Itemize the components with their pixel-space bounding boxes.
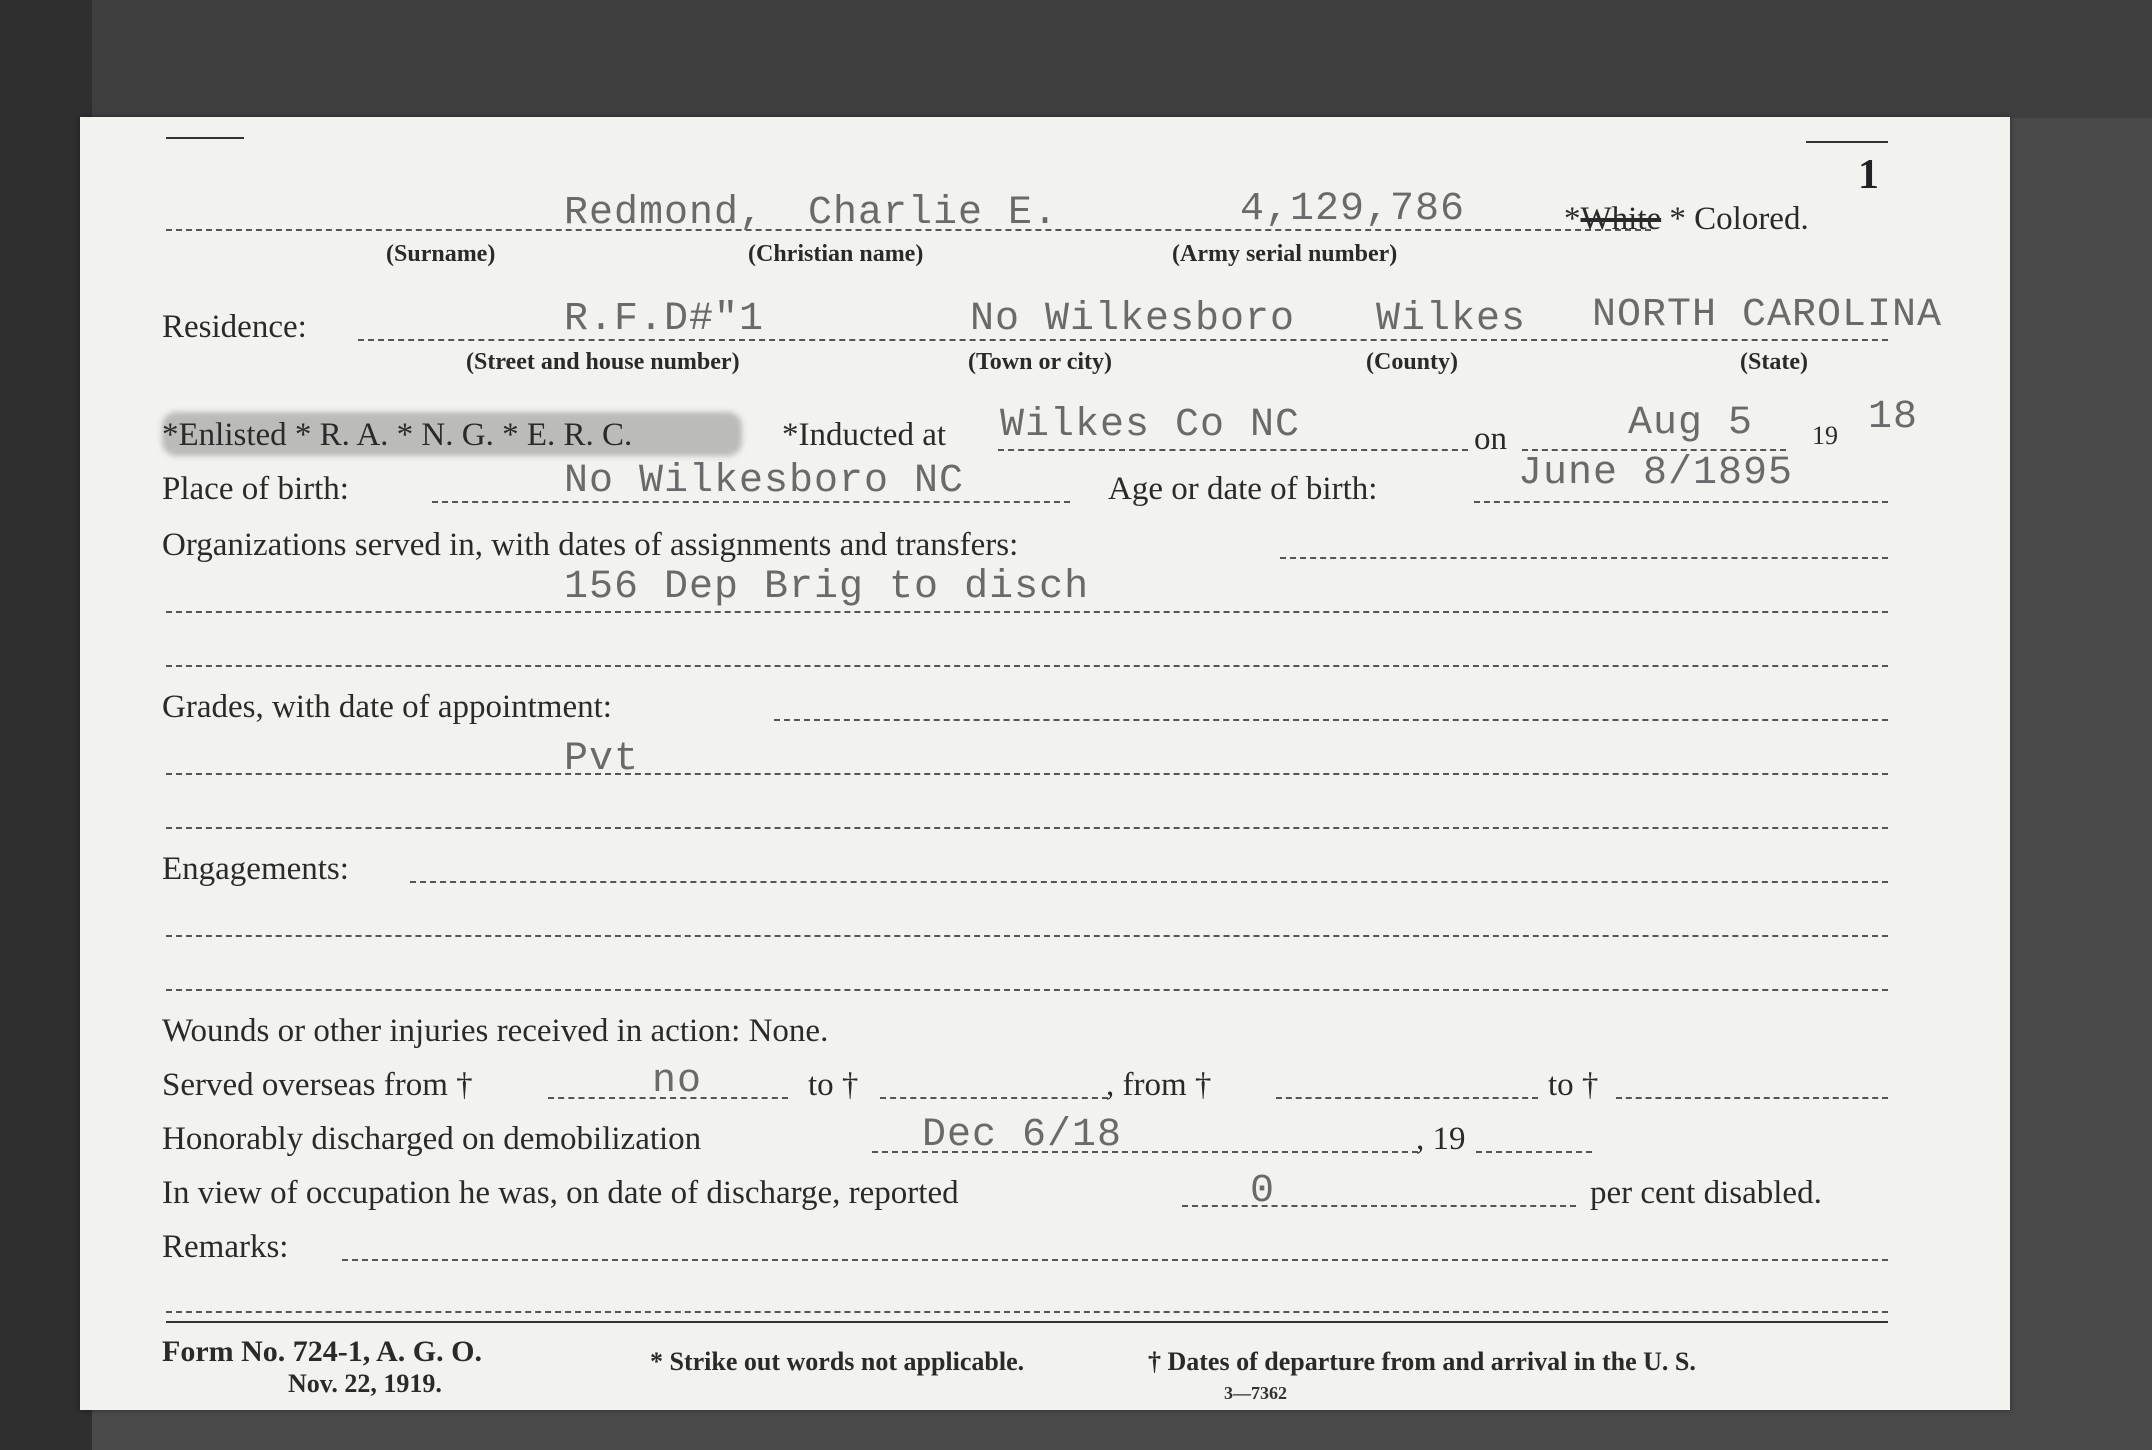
served-overseas-label: Served overseas from † [162,1067,473,1103]
christian-name-caption: (Christian name) [748,241,924,267]
residence-state-value: NORTH CAROLINA [1592,293,1943,338]
organizations-label: Organizations served in, with dates of assignments and transfers: [162,527,1019,563]
race-colored: * Colored. [1669,201,1809,237]
overseas-from2-label: , from † [1106,1067,1212,1103]
year-prefix: 19 [1812,421,1838,450]
engagements-label: Engagements: [162,851,349,887]
residence-county-value: Wilkes [1376,297,1527,342]
corner-mark-left [166,137,244,139]
remarks-label: Remarks: [162,1229,289,1265]
induction-date-value: Aug 5 [1628,401,1754,446]
wounds-label-text: Wounds or other injuries received in action: [162,1013,741,1049]
state-caption: (State) [1740,349,1808,375]
service-record-card [80,117,2010,1410]
disability-suffix: per cent disabled. [1590,1175,1822,1211]
overseas-to2-line [1616,1097,1888,1099]
wounds-label [162,1013,828,1050]
grades-line-3 [166,827,1888,829]
surname-caption: (Surname) [386,241,496,267]
place-of-birth-value: No Wilkesboro NC [564,459,965,504]
footnote-strike-out: * Strike out words not applicable. [650,1347,1025,1376]
race-white-struck: White [1580,201,1662,237]
disability-line [1182,1205,1576,1207]
race-options: *White * Colored. [1564,201,1809,237]
form-number: Form No. 724-1, A. G. O. [162,1335,482,1368]
wounds-value: None. [748,1013,829,1049]
discharge-year-label: , 19 [1416,1121,1466,1157]
town-caption: (Town or city) [968,349,1112,375]
form-date: Nov. 22, 1919. [288,1369,442,1398]
engagements-line-2 [166,935,1888,937]
place-of-birth-label: Place of birth: [162,471,349,507]
grades-value: Pvt [564,737,640,782]
army-serial-value: 4,129,786 [1240,187,1466,232]
card-number: 1 [1858,152,1879,198]
engagements-line-1 [410,881,1888,883]
overseas-to-label: to † [808,1067,859,1103]
footer-separator [166,1321,1888,1323]
overseas-to2-label: to † [1548,1067,1599,1103]
grades-label: Grades, with date of appointment: [162,689,612,725]
organizations-line-2 [166,611,1888,613]
discharged-label: Honorably discharged on demobilization [162,1121,702,1157]
grades-line-2 [166,773,1888,775]
residence-street-value: R.F.D#"1 [564,297,765,342]
disability-value: 0 [1250,1169,1276,1214]
scan-background-left [0,0,92,1450]
organizations-value: 156 Dep Brig to disch [564,565,1090,610]
induction-year-value: 18 [1868,395,1919,440]
age-label: Age or date of birth: [1108,471,1378,507]
date-of-birth-value: June 8/1895 [1518,451,1794,496]
organizations-line-3 [166,665,1888,667]
grades-line-1 [774,719,1888,721]
surname-value: Redmond, [564,191,765,236]
print-code: 3—7362 [1224,1383,1287,1403]
on-label: on [1474,421,1507,457]
corner-mark-right [1806,141,1888,143]
overseas-from-value: no [652,1059,703,1104]
footnote-dates: † Dates of departure from and arrival in the U. S. [1148,1347,1696,1376]
residence-town-value: No Wilkesboro [970,297,1296,342]
scan-background-top [0,0,2152,118]
remarks-line-1 [342,1259,1888,1261]
enlisted-options: *Enlisted * R. A. * N. G. * E. R. C. [162,417,633,453]
residence-label: Residence: [162,309,307,345]
overseas-from2-line [1276,1097,1538,1099]
engagements-line-3 [166,989,1888,991]
age-line [1474,501,1888,503]
inducted-at-label: *Inducted at [782,417,947,453]
disability-label: In view of occupation he was, on date of discharge, reported [162,1175,959,1211]
county-caption: (County) [1366,349,1459,375]
army-serial-caption: (Army serial number) [1172,241,1398,267]
christian-name-value: Charlie E. [808,191,1059,236]
inducted-at-line [998,449,1468,451]
discharge-date-value: Dec 6/18 [922,1113,1123,1158]
inducted-at-value: Wilkes Co NC [1000,403,1301,448]
remarks-line-2 [166,1311,1888,1313]
organizations-line-1 [1280,557,1888,559]
street-caption: (Street and house number) [466,349,740,375]
discharge-year-line [1476,1151,1592,1153]
overseas-to-line [880,1097,1108,1099]
